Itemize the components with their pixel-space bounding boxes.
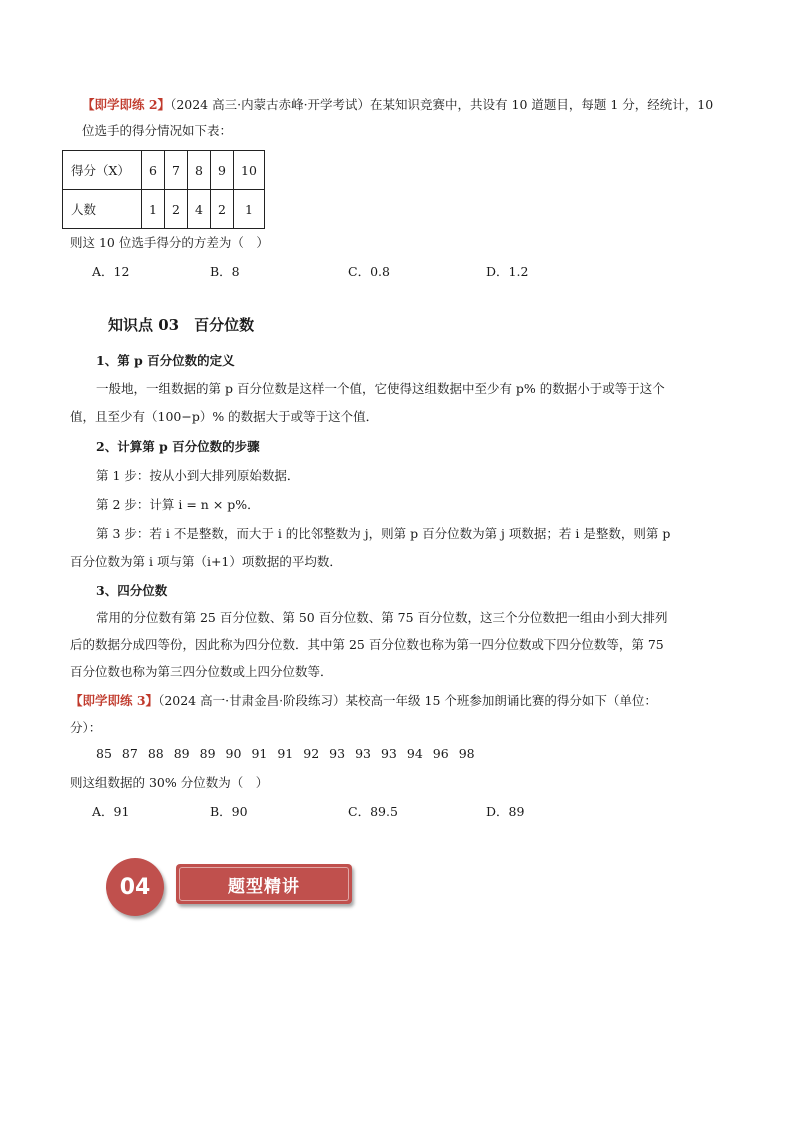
table-cell: 2	[211, 190, 234, 229]
practice3-line1	[70, 692, 657, 710]
practice2-intro: （2024 高三·内蒙古赤峰·开学考试）在某知识竞赛中，共设有 10 道题目，每题 1 分，经统计，10	[170, 97, 714, 112]
practice3-intro: （2024 高一·甘肃金昌·阶段练习）某校高一年级 15 个班参加朗诵比赛的得分如下（单位：	[158, 693, 657, 708]
paragraph-line: 常用的分位数有第 25 百分位数、第 50 百分位数、第 75 百分位数，这三个分位数把一组由小到大排列	[96, 610, 668, 625]
table-row	[63, 151, 265, 190]
option-b: B．90	[210, 804, 248, 819]
table-cell: 10	[234, 151, 265, 190]
option-a: A．91	[92, 804, 130, 819]
list-item: 93	[355, 746, 371, 761]
table-header-count: 人数	[63, 190, 142, 229]
section-number-badge: 04	[106, 858, 164, 916]
section-title: 知识点 03 百分位数	[108, 316, 255, 334]
table-cell: 2	[165, 190, 188, 229]
list-item: 93	[329, 746, 346, 761]
paragraph-line: 第 3 步：若 i 不是整数，而大于 i 的比邻整数为 j，则第 p 百分位数为第 j 项数据；若 i 是整数，则第 p	[96, 526, 671, 541]
option-b: B．8	[210, 264, 240, 279]
subsection-title: 1、第 p 百分位数的定义	[96, 353, 235, 368]
option-c: C．89.5	[348, 804, 398, 819]
score-list	[96, 746, 485, 761]
list-item: 87	[121, 746, 138, 761]
list-item: 90	[225, 746, 242, 761]
list-item: 93	[380, 746, 397, 761]
section-label-banner	[176, 864, 352, 904]
option-d: D．1.2	[486, 264, 529, 279]
section-label: 题型精讲	[228, 876, 300, 897]
table-cell: 4	[188, 190, 211, 229]
practice2-line1	[82, 96, 713, 114]
option-c: C．0.8	[348, 264, 390, 279]
list-item: 91	[251, 746, 268, 761]
option-a: A．12	[92, 264, 130, 279]
table-cell: 7	[165, 151, 188, 190]
list-item: 92	[303, 746, 320, 761]
practice3-question: 则这组数据的 30% 分位数为（ ）	[70, 775, 269, 790]
paragraph-line: 后的数据分成四等份，因此称为四分位数．其中第 25 百分位数也称为第一四分位数或下四分位数等，第 75	[70, 637, 664, 652]
practice2-line2: 位选手的得分情况如下表：	[82, 123, 233, 138]
paragraph-line: 一般地，一组数据的第 p 百分位数是这样一个值，它使得这组数据中至少有 p% 的数据小于或等于这个	[96, 381, 665, 396]
list-item: 91	[277, 746, 294, 761]
paragraph-line: 第 2 步：计算 i = n × p%．	[96, 497, 260, 512]
list-item: 89	[199, 746, 216, 761]
table-cell: 1	[234, 190, 265, 229]
practice3-tag: 【即学即练 3】	[70, 693, 159, 708]
list-item: 94	[406, 746, 423, 761]
paragraph-line: 百分位数也称为第三四分位数或上四分位数等．	[70, 664, 333, 679]
list-item: 89	[173, 746, 190, 761]
list-item: 96	[432, 746, 449, 761]
paragraph-line: 值，且至少有（100−p）% 的数据大于或等于这个值．	[70, 409, 379, 424]
table-cell: 6	[142, 151, 165, 190]
table-cell: 1	[142, 190, 165, 229]
table-cell: 8	[188, 151, 211, 190]
paragraph-line: 第 1 步：按从小到大排列原始数据．	[96, 468, 300, 483]
list-item: 88	[147, 746, 164, 761]
subsection-title: 3、四分位数	[96, 583, 168, 598]
table-row	[63, 190, 265, 229]
subsection-title: 2、计算第 p 百分位数的步骤	[96, 439, 260, 454]
table-header-score: 得分（X）	[63, 151, 142, 190]
paragraph-line: 百分位数为第 i 项与第（i+1）项数据的平均数．	[70, 554, 342, 569]
list-item: 98	[458, 746, 475, 761]
score-table	[62, 150, 265, 229]
practice2-tag: 【即学即练 2】	[82, 97, 171, 112]
list-item: 85	[96, 746, 112, 761]
practice3-line2: 分）：	[70, 720, 102, 735]
practice2-question: 则这 10 位选手得分的方差为（ ）	[70, 235, 269, 250]
option-d: D．89	[486, 804, 525, 819]
table-cell: 9	[211, 151, 234, 190]
